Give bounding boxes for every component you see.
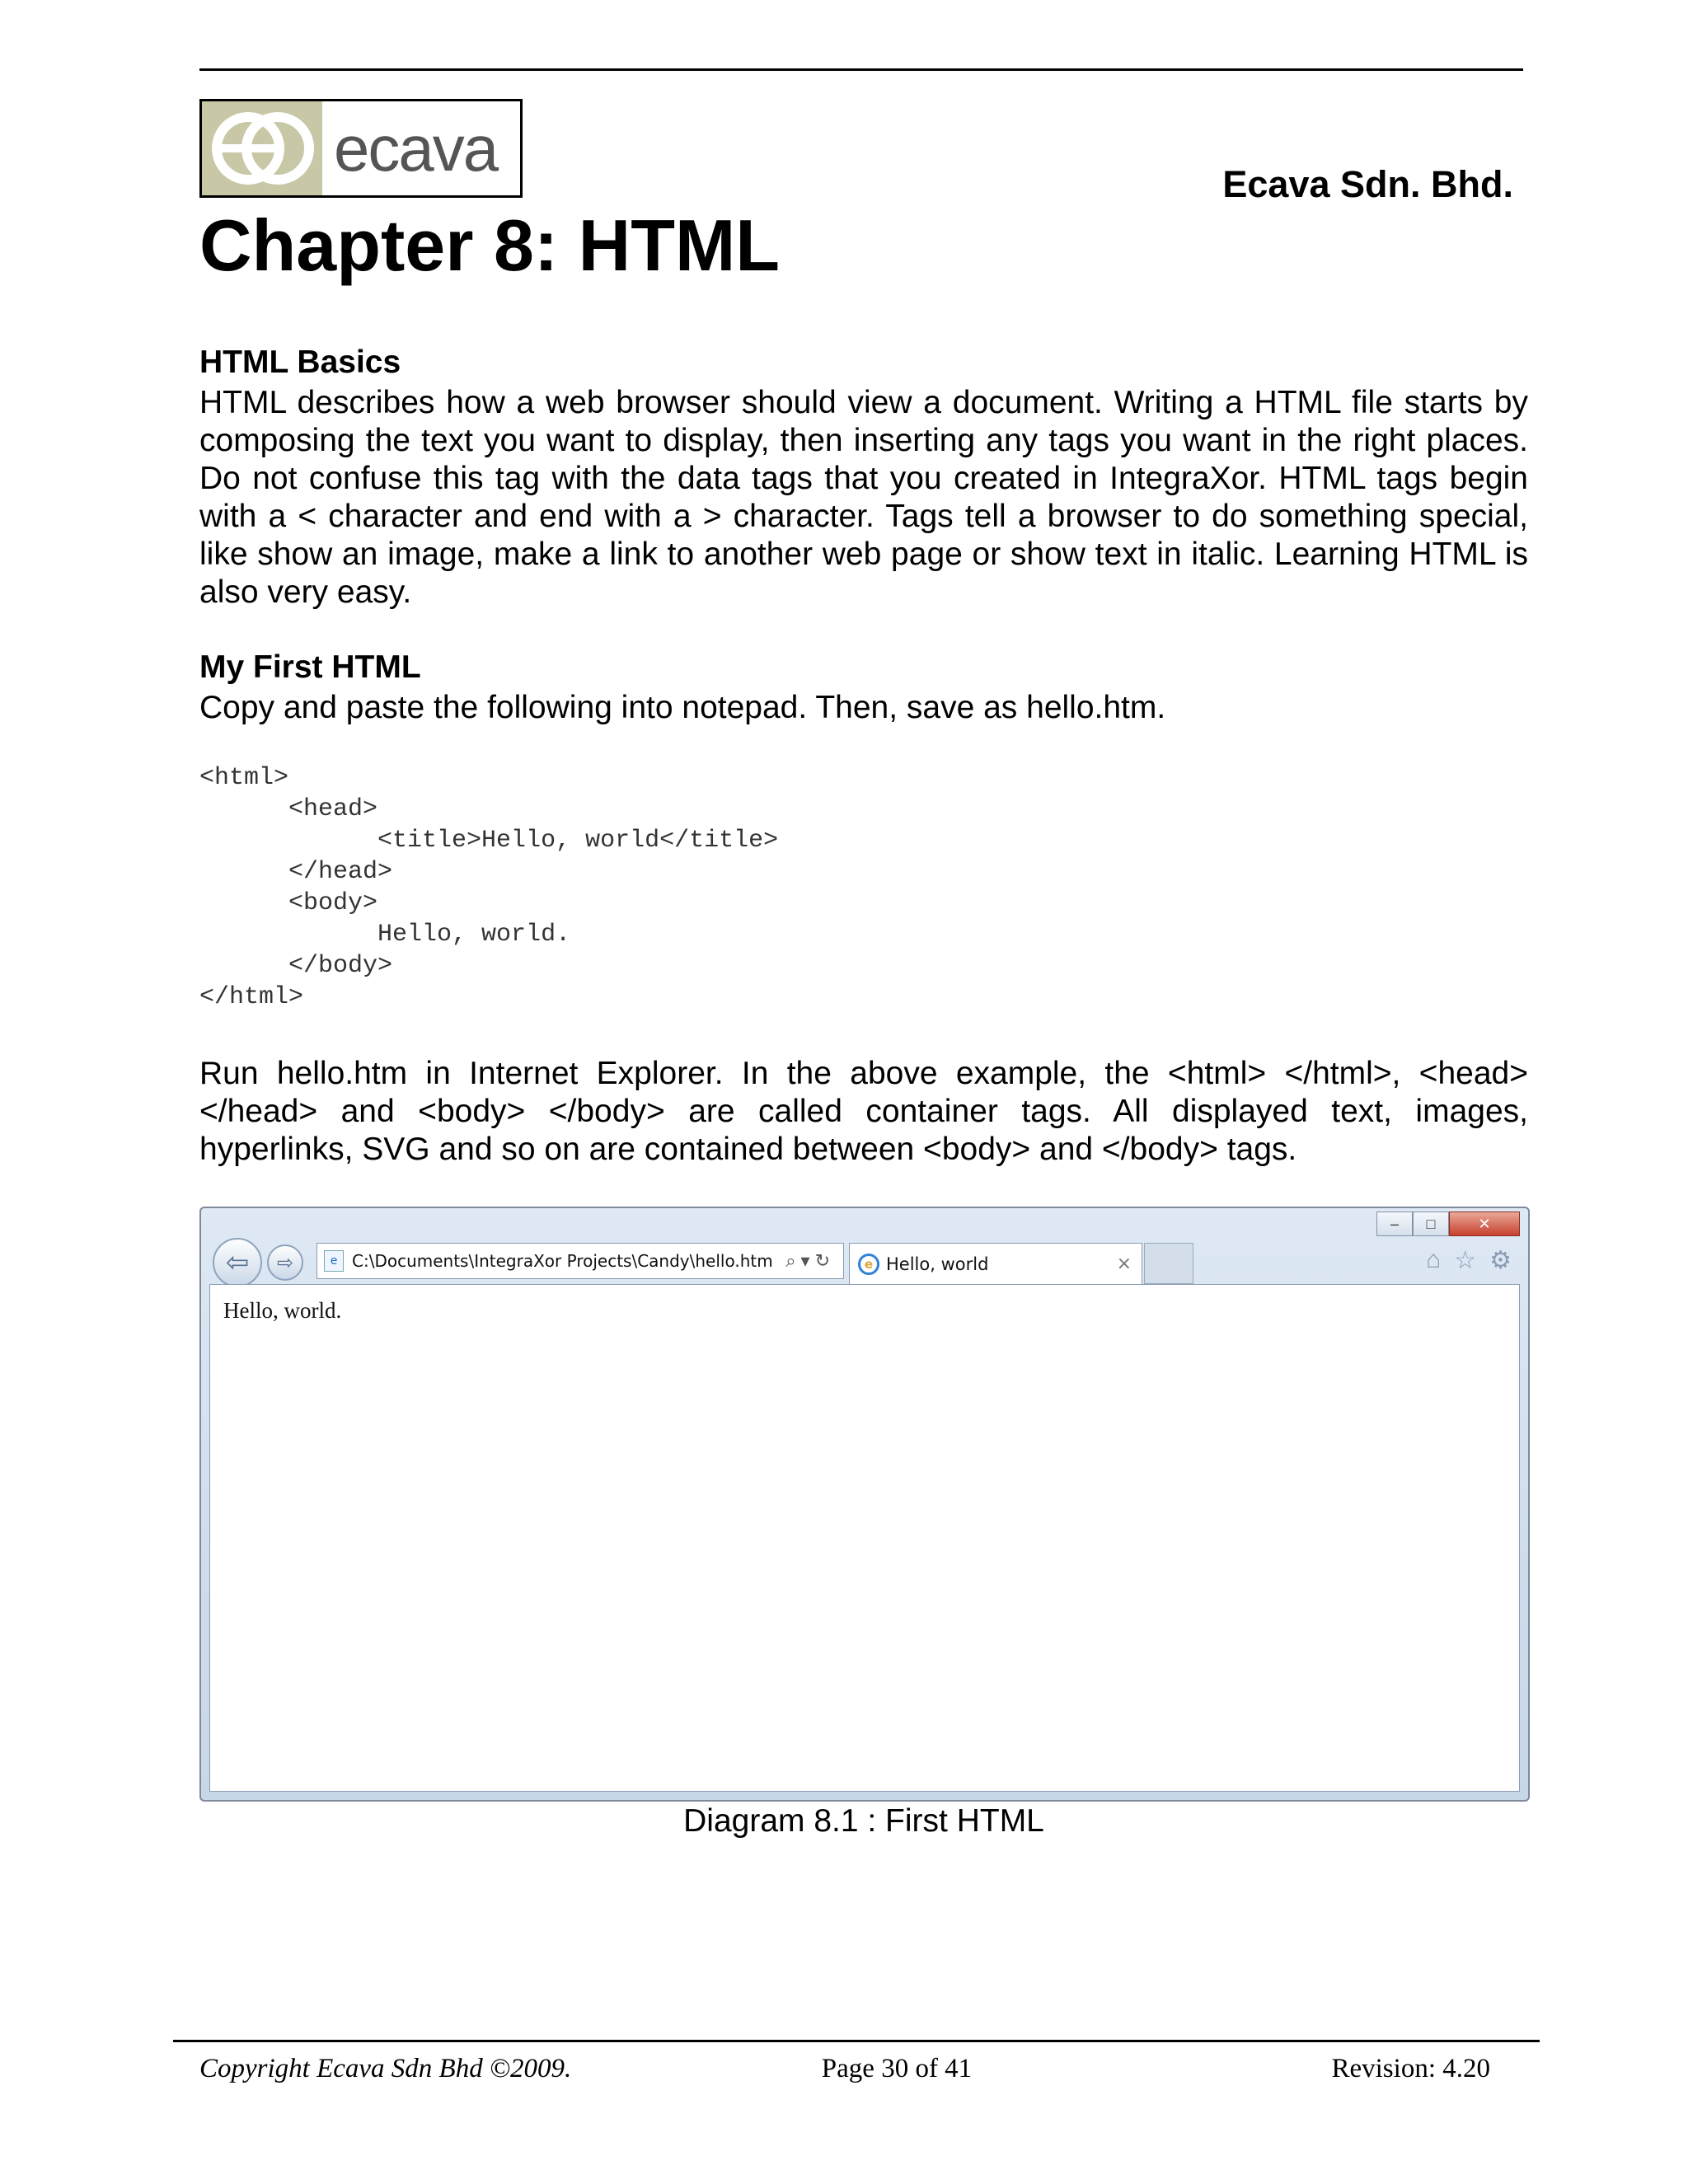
basics-paragraph: HTML describes how a web browser should view a document. Writing a HTML file starts by composing the text you want to display, then inserting any tags you want in the right places. Do not confuse this tag with the data tags that you created in IntegraXor. HTML tags begin with a < character and end with a > character. Tags tell a browser to do something special, like show an image, make a link to another web page or show text in italic. Learning HTML is also very easy. — [199, 385, 1528, 610]
page-icon: e — [324, 1250, 344, 1272]
footer-rule — [173, 2040, 1540, 2042]
favorites-star-icon[interactable]: ☆ — [1454, 1247, 1477, 1274]
section-heading-basics: HTML Basics — [199, 344, 401, 380]
diagram-caption: Diagram 8.1 : First HTML — [683, 1803, 1044, 1839]
ie-icon: e — [858, 1254, 879, 1275]
maximize-button[interactable]: □ — [1413, 1212, 1449, 1236]
close-button[interactable]: ✕ — [1449, 1212, 1520, 1236]
chapter-title: Chapter 8: HTML — [199, 204, 780, 286]
header-rule — [199, 68, 1523, 71]
section-heading-first-html: My First HTML — [199, 649, 421, 685]
browser-screenshot — [199, 1207, 1530, 1802]
window-controls — [1376, 1212, 1520, 1236]
footer-copyright: Copyright Ecava Sdn Bhd ©2009. — [199, 2054, 572, 2083]
address-text: C:\Documents\IntegraXor Projects\Candy\hello.htm — [352, 1251, 773, 1271]
logo-wordmark: ecava — [334, 111, 498, 185]
page-text: Hello, world. — [223, 1298, 342, 1323]
footer-revision: Revision: 4.20 — [1331, 2054, 1490, 2083]
first-html-paragraph: Copy and paste the following into notepad. Then, save as hello.htm. — [199, 690, 1166, 725]
browser-tab[interactable] — [849, 1243, 1142, 1284]
address-bar[interactable] — [316, 1243, 844, 1279]
new-tab-button[interactable] — [1144, 1243, 1193, 1284]
back-arrow-icon[interactable]: ⇦ — [213, 1238, 262, 1287]
browser-toolbar-icons — [1426, 1246, 1512, 1275]
code-sample: <html> <head> <title>Hello, world</title> </head> <body> Hello, world. </body> </html> — [199, 764, 779, 1011]
tab-title: Hello, world — [886, 1254, 989, 1274]
ecava-logo — [199, 99, 523, 198]
run-paragraph: Run hello.htm in Internet Explorer. In the above example, the <html> </html>, <head> </head> and <body> </body> are called container tags. All displayed text, images, hyperlinks, SVG and so on are contained between <body> and </body> tags. — [199, 1056, 1528, 1167]
minimize-button[interactable]: – — [1376, 1212, 1413, 1236]
gear-icon[interactable]: ⚙ — [1489, 1247, 1512, 1274]
tab-close-icon[interactable]: × — [1116, 1254, 1132, 1274]
logo-mark-icon — [202, 101, 322, 195]
forward-arrow-icon[interactable]: ⇨ — [267, 1244, 303, 1281]
search-refresh-icon[interactable]: ⌕▾↻ — [785, 1250, 835, 1272]
footer-page-number: Page 30 of 41 — [821, 2054, 973, 2083]
company-name: Ecava Sdn. Bhd. — [1222, 163, 1513, 205]
browser-content-area — [209, 1284, 1520, 1792]
home-icon[interactable]: ⌂ — [1426, 1246, 1442, 1273]
